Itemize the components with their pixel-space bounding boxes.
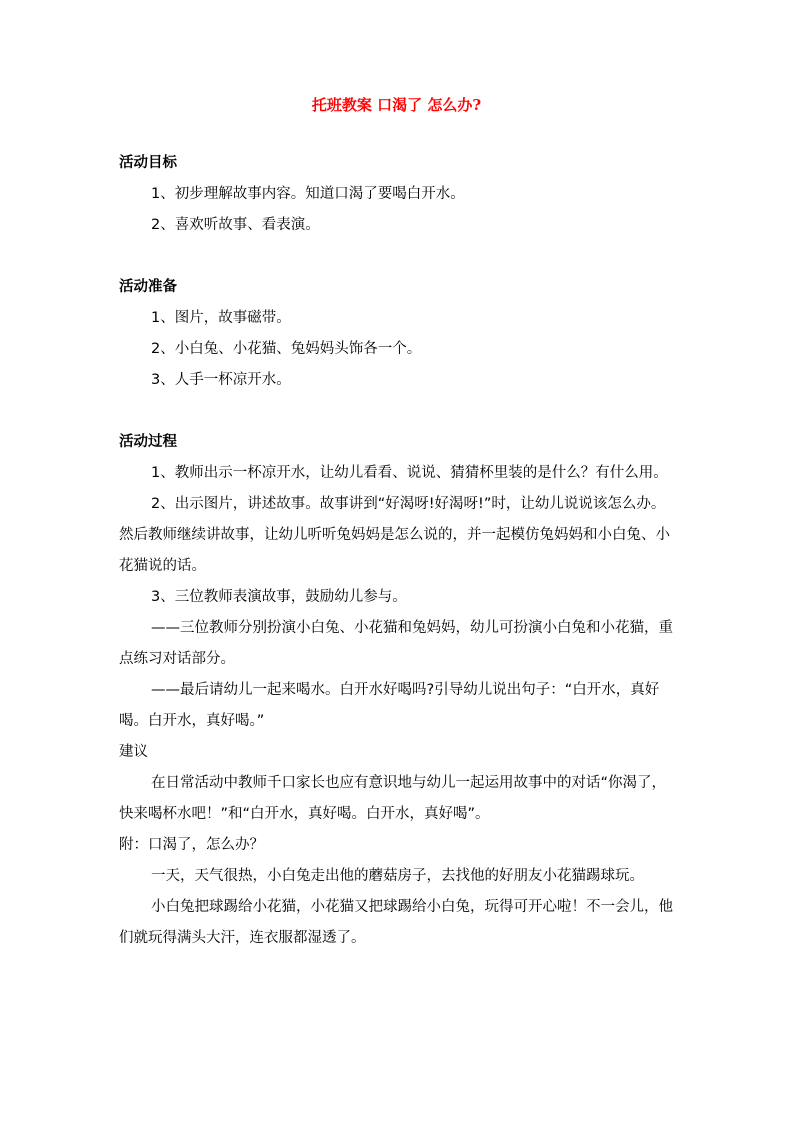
suggestion-label: 建议 bbox=[119, 744, 148, 760]
process-item: ——最后请幼儿一起来喝水。白开水好喝吗?引导幼儿说出句子：“白开水，真好喝。白开水，真好喝。” bbox=[119, 682, 660, 729]
prep-item: 2、小白兔、小花猫、兔妈妈头饰各一个。 bbox=[151, 341, 422, 357]
prep-item: 1、图片，故事磁带。 bbox=[151, 310, 291, 326]
prep-heading: 活动准备 bbox=[119, 279, 177, 295]
prep-item: 3、人手一杯凉开水。 bbox=[151, 372, 291, 388]
process-item: 1、教师出示一杯凉开水，让幼儿看看、说说、猜猜杯里装的是什么？有什么用。 bbox=[151, 465, 668, 481]
suggestion-text: 在日常活动中教师千口家长也应有意识地与幼儿一起运用故事中的对话“你渴了，快来喝杯水吧！”和“白开水，真好喝。白开水，真好喝”。 bbox=[119, 775, 667, 822]
appendix-paragraph: 小白兔把球踢给小花猫，小花猫又把球踢给小白兔，玩得可开心啦！不一会儿，他们就玩得满头大汗，连衣服都湿透了。 bbox=[119, 899, 673, 946]
process-item: 3、三位教师表演故事，鼓励幼儿参与。 bbox=[151, 589, 407, 605]
goal-item: 2、喜欢听故事、看表演。 bbox=[151, 217, 320, 233]
document-body bbox=[119, 148, 679, 954]
document-title: 托班教案 口渴了 怎么办? bbox=[311, 96, 482, 114]
goals-heading: 活动目标 bbox=[119, 155, 177, 171]
appendix-paragraph: 一天，天气很热，小白兔走出他的蘑菇房子，去找他的好朋友小花猫踢球玩。 bbox=[151, 868, 644, 884]
goal-item: 1、初步理解故事内容。知道口渴了要喝白开水。 bbox=[151, 186, 465, 202]
process-item: ——三位教师分别扮演小白兔、小花猫和兔妈妈，幼儿可扮演小白兔和小花猫，重点练习对话部分。 bbox=[119, 620, 673, 667]
process-heading: 活动过程 bbox=[119, 434, 177, 450]
appendix-label: 附：口渴了，怎么办？ bbox=[119, 837, 264, 853]
process-item: 2、出示图片，讲述故事。故事讲到“好渴呀!好渴呀!”时，让幼儿说说该怎么办。然后教师继续讲故事，让幼儿听听兔妈妈是怎么说的，并一起模仿兔妈妈和小白兔、小花猫说的话。 bbox=[119, 496, 670, 574]
